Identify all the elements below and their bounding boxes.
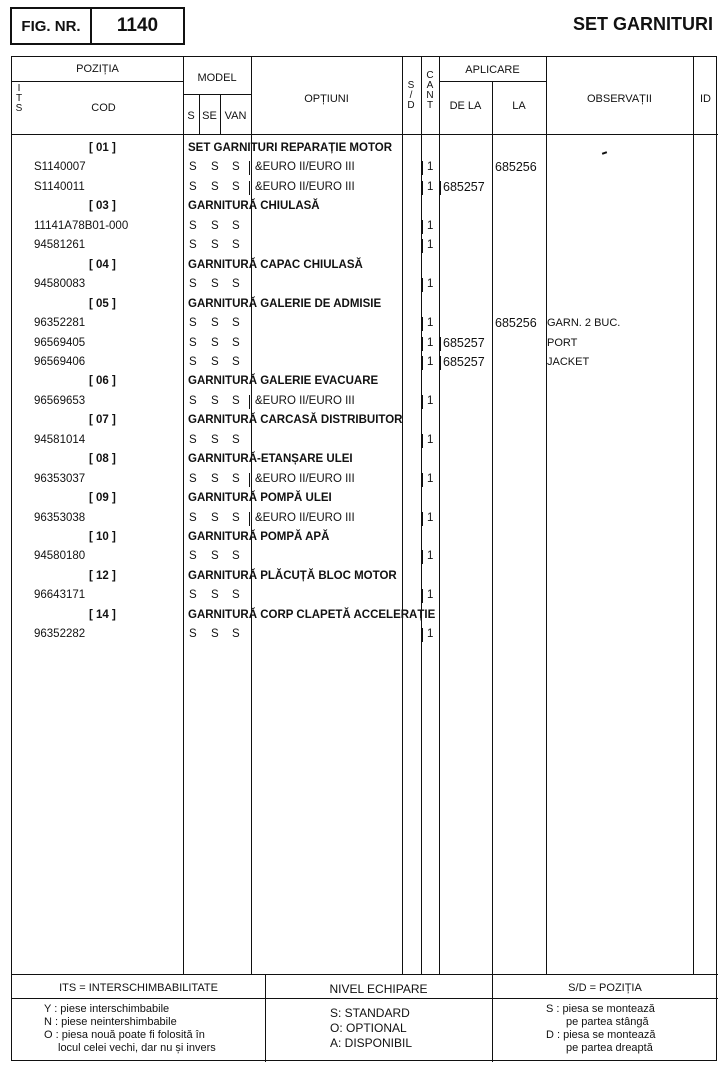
header-model-s: S	[187, 110, 195, 122]
quantity-value: 1	[427, 472, 434, 485]
footer-its-o1: O : piesa nouă poate fi folosită în	[44, 1029, 205, 1041]
position-number: [ 06 ]	[89, 375, 116, 388]
header-model-se: SE	[202, 110, 217, 122]
header-model: MODEL	[197, 72, 237, 84]
part-code: 94581014	[34, 433, 86, 446]
header-de-la: DE LA	[449, 100, 482, 112]
model-van-value: S	[232, 219, 240, 232]
model-se-value: S	[211, 239, 219, 252]
model-se-value: S	[211, 161, 219, 174]
header-aplicare: APLICARE	[465, 64, 520, 76]
table-row	[12, 158, 718, 177]
model-van-value: S	[232, 394, 240, 407]
position-number: [ 08 ]	[89, 453, 116, 466]
model-s-value: S	[189, 472, 197, 485]
model-se-value: S	[211, 219, 219, 232]
cell-tick	[440, 337, 441, 351]
model-s-value: S	[189, 317, 197, 330]
part-code: 96643171	[34, 589, 86, 602]
header-cod: COD	[91, 102, 116, 114]
model-se-value: S	[211, 550, 219, 563]
model-s-value: S	[189, 550, 197, 563]
table-row	[12, 392, 718, 411]
quantity-value: 1	[427, 317, 434, 330]
model-s-value: S	[189, 433, 197, 446]
group-header-row	[12, 139, 718, 158]
remark-value: GARN. 2 BUC.	[547, 317, 621, 330]
model-van-value: S	[232, 317, 240, 330]
model-van-value: S	[232, 161, 240, 174]
position-number: [ 10 ]	[89, 531, 116, 543]
footer-nivel-o: O: OPTIONAL	[330, 1021, 407, 1035]
cell-tick	[440, 181, 441, 195]
parts-table	[11, 56, 717, 1061]
model-se-value: S	[211, 355, 219, 368]
model-van-value: S	[232, 511, 240, 524]
group-title: SET GARNITURI REPARAȚIE MOTOR	[188, 142, 393, 154]
group-header-row	[12, 411, 718, 430]
model-se-value: S	[211, 317, 219, 330]
model-van-value: S	[232, 433, 240, 446]
part-code: 96569406	[34, 355, 86, 368]
group-header-row	[12, 528, 718, 547]
model-s-value: S	[189, 278, 197, 291]
header-sd: S / D	[407, 80, 415, 111]
table-row	[12, 547, 718, 566]
model-s-value: S	[189, 355, 197, 368]
model-van-value: S	[232, 355, 240, 368]
cell-tick	[422, 512, 423, 526]
part-code: 94580180	[34, 550, 86, 563]
part-code: 96353038	[34, 511, 86, 524]
footer-nivel-title: NIVEL ECHIPARE	[329, 982, 428, 996]
applies-from-value: 685257	[443, 335, 485, 350]
model-se-value: S	[211, 433, 219, 446]
group-header-row	[12, 372, 718, 391]
table-row	[12, 586, 718, 605]
model-se-value: S	[211, 180, 219, 193]
quantity-value: 1	[427, 550, 434, 563]
model-s-value: S	[189, 394, 197, 407]
model-se-value: S	[211, 394, 219, 407]
model-se-value: S	[211, 336, 219, 349]
cell-tick	[422, 239, 423, 253]
quantity-value: 1	[427, 161, 434, 174]
option-value: &EURO II/EURO III	[255, 394, 355, 407]
part-code: 96353037	[34, 472, 86, 485]
applies-from-value: 685257	[443, 354, 485, 369]
cell-tick	[422, 434, 423, 448]
cell-tick	[422, 337, 423, 351]
quantity-value: 1	[427, 336, 434, 349]
part-code: 96352282	[34, 628, 86, 641]
model-van-value: S	[232, 628, 240, 641]
part-code: 94581261	[34, 239, 86, 252]
part-code: 94580083	[34, 278, 86, 291]
footer-sd-d1: D : piesa se montează	[546, 1029, 656, 1041]
cell-tick	[249, 181, 250, 195]
header-observatii: OBSERVAȚII	[586, 93, 652, 105]
part-code: S1140011	[34, 180, 85, 193]
header-its: I T S	[15, 83, 23, 114]
cell-tick	[422, 550, 423, 564]
position-number: [ 07 ]	[89, 414, 116, 427]
table-row	[12, 236, 718, 255]
cell-tick	[422, 161, 423, 175]
cell-tick	[422, 628, 423, 642]
model-s-value: S	[189, 589, 197, 602]
model-van-value: S	[232, 239, 240, 252]
part-code: 11141A78B01-000	[34, 219, 129, 232]
model-se-value: S	[211, 589, 219, 602]
quantity-value: 1	[427, 628, 434, 641]
quantity-value: 1	[427, 394, 434, 407]
group-header-row	[12, 256, 718, 275]
cell-tick	[422, 356, 423, 370]
footer-sd-s1: S : piesa se montează	[546, 1003, 655, 1015]
model-se-value: S	[211, 472, 219, 485]
header-model-van: VAN	[224, 110, 247, 122]
cell-tick	[422, 473, 423, 487]
model-s-value: S	[189, 628, 197, 641]
cell-tick	[249, 473, 250, 487]
group-title: GARNITURĂ-ETANȘARE ULEI	[188, 453, 353, 466]
part-code: S1140007	[34, 161, 86, 174]
header-cant: C A N T	[426, 70, 434, 111]
position-number: [ 01 ]	[89, 142, 116, 154]
option-value: &EURO II/EURO III	[255, 472, 355, 485]
cell-tick	[249, 161, 250, 175]
figure-number: 1140	[116, 15, 159, 36]
cell-tick	[440, 356, 441, 370]
group-header-row	[12, 567, 718, 586]
group-header-row	[12, 606, 718, 625]
cell-tick	[422, 278, 423, 292]
group-header-row	[12, 450, 718, 469]
position-number: [ 12 ]	[89, 569, 116, 582]
footer-its-title: ITS = INTERSCHIMBABILITATE	[59, 982, 218, 994]
table-row	[12, 625, 718, 644]
table-row	[12, 178, 718, 197]
page-title: SET GARNITURI	[572, 14, 713, 34]
cell-tick	[422, 317, 423, 331]
quantity-value: 1	[427, 511, 434, 524]
footer-its-y: Y : piese interschimbabile	[44, 1003, 170, 1015]
applies-to-value: 685256	[495, 316, 537, 331]
table-row	[12, 334, 718, 353]
part-code: 96352281	[34, 317, 86, 330]
model-van-value: S	[232, 180, 240, 193]
group-title: GARNITURĂ CAPAC CHIULASĂ	[188, 258, 363, 271]
cell-tick	[249, 395, 250, 409]
header-pozitia: POZIȚIA	[76, 63, 119, 75]
model-van-value: S	[232, 278, 240, 291]
group-title: GARNITURĂ PLĂCUȚĂ BLOC MOTOR	[188, 569, 397, 582]
footer-nivel-a: A: DISPONIBIL	[330, 1036, 413, 1050]
model-s-value: S	[189, 219, 197, 232]
group-title: GARNITURĂ CORP CLAPETĂ ACCELERAȚIE	[188, 608, 436, 621]
model-s-value: S	[189, 336, 197, 349]
cell-tick	[422, 589, 423, 603]
header-id: ID	[700, 93, 711, 105]
header-optiuni: OPȚIUNI	[304, 93, 349, 105]
table-row	[12, 353, 718, 372]
option-value: &EURO II/EURO III	[255, 180, 355, 193]
position-number: [ 04 ]	[89, 258, 116, 271]
quantity-value: 1	[427, 180, 434, 193]
model-se-value: S	[211, 511, 219, 524]
model-se-value: S	[211, 278, 219, 291]
footer-its-o2: locul celei vechi, dar nu și invers	[58, 1042, 216, 1054]
quantity-value: 1	[427, 219, 434, 232]
group-title: GARNITURĂ GALERIE EVACUARE	[188, 375, 379, 388]
position-number: [ 09 ]	[89, 492, 116, 505]
cell-tick	[422, 181, 423, 195]
footer-its-n: N : piese neintershimbabile	[44, 1016, 177, 1028]
quantity-value: 1	[427, 589, 434, 602]
group-header-row	[12, 197, 718, 216]
model-van-value: S	[232, 550, 240, 563]
position-number: [ 14 ]	[89, 608, 116, 621]
remark-value: PORT	[547, 336, 578, 349]
model-se-value: S	[211, 628, 219, 641]
group-title: GARNITURĂ GALERIE DE ADMISIE	[188, 297, 382, 310]
applies-from-value: 685257	[443, 179, 485, 194]
group-header-row	[12, 489, 718, 508]
position-number: [ 05 ]	[89, 297, 116, 310]
header-la: LA	[512, 100, 526, 112]
position-number: [ 03 ]	[89, 200, 116, 213]
part-code: 96569653	[34, 394, 86, 407]
model-van-value: S	[232, 336, 240, 349]
part-code: 96569405	[34, 336, 86, 349]
table-row	[12, 470, 718, 489]
footer-sd-title: S/D = POZIȚIA	[568, 982, 642, 994]
model-s-value: S	[189, 511, 197, 524]
table-row	[12, 275, 718, 294]
option-value: &EURO II/EURO III	[255, 511, 355, 524]
quantity-value: 1	[427, 239, 434, 252]
model-s-value: S	[189, 180, 197, 193]
quantity-value: 1	[427, 433, 434, 446]
cell-tick	[422, 395, 423, 409]
group-title: GARNITURĂ CHIULASĂ	[188, 200, 320, 213]
model-s-value: S	[189, 161, 197, 174]
group-header-row	[12, 295, 718, 314]
cell-tick	[422, 220, 423, 234]
applies-to-value: 685256	[495, 160, 537, 175]
model-s-value: S	[189, 239, 197, 252]
group-title: GARNITURĂ POMPĂ ULEI	[188, 492, 332, 505]
footer-sd-s2: pe partea stângă	[566, 1016, 649, 1028]
option-value: &EURO II/EURO III	[255, 161, 355, 174]
figure-label: FIG. NR.	[12, 9, 92, 43]
table-row	[12, 431, 718, 450]
figure-number-box	[10, 7, 185, 45]
footer-nivel-s: S: STANDARD	[330, 1006, 410, 1020]
cell-tick	[249, 512, 250, 526]
model-van-value: S	[232, 589, 240, 602]
remark-value: JACKET	[547, 355, 590, 368]
footer-sd-d2: pe partea dreaptă	[566, 1042, 653, 1054]
table-row	[12, 217, 718, 236]
group-title: GARNITURĂ CARCASĂ DISTRIBUITOR	[188, 414, 403, 427]
table-row	[12, 509, 718, 528]
table-row	[12, 314, 718, 333]
model-van-value: S	[232, 472, 240, 485]
quantity-value: 1	[427, 278, 434, 291]
quantity-value: 1	[427, 355, 434, 368]
group-title: GARNITURĂ POMPĂ APĂ	[188, 531, 330, 543]
